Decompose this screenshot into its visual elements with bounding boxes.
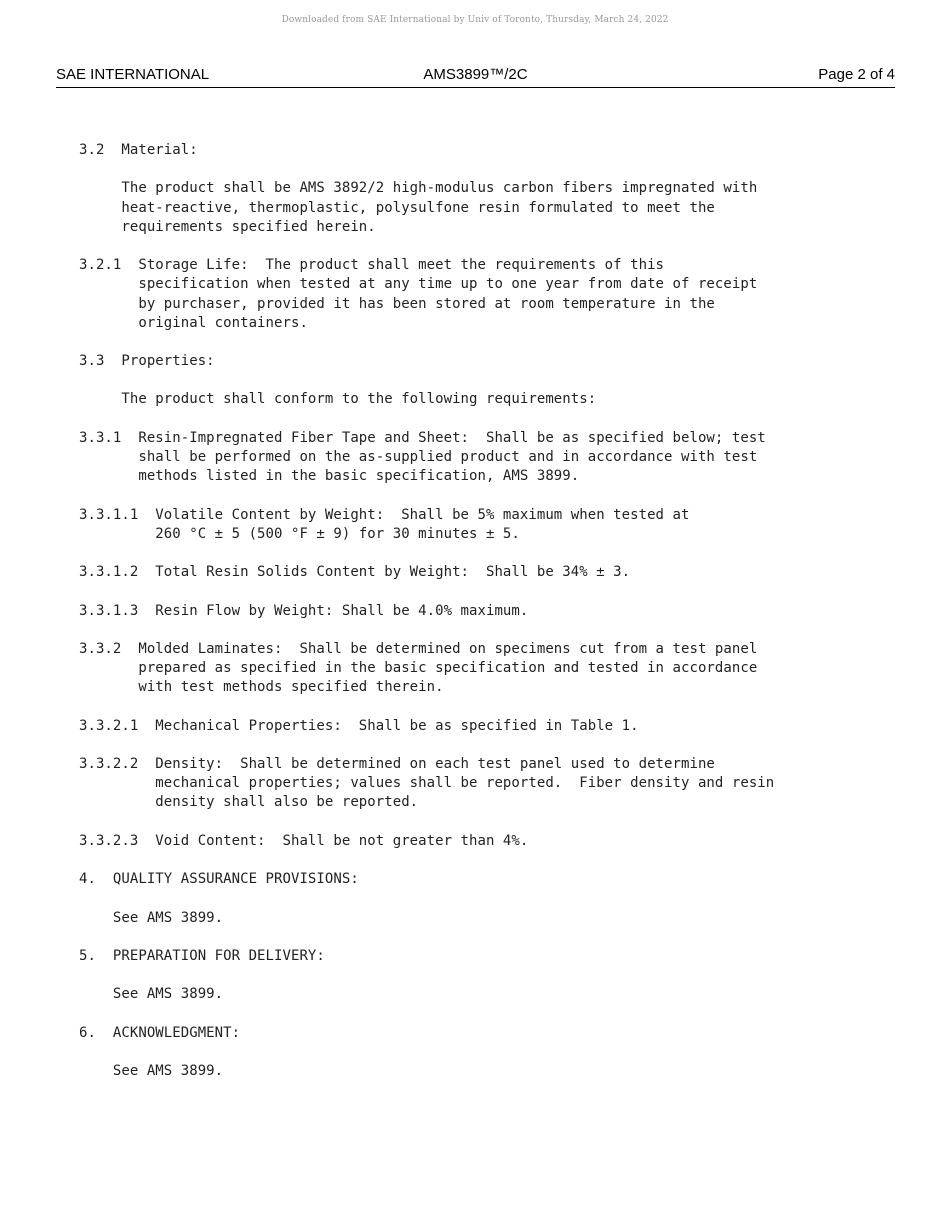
paragraph — [79, 390, 774, 409]
text-line: heat-reactive, thermoplastic, polysulfone resin formulated to meet the — [79, 199, 715, 216]
paragraph-spacer — [79, 582, 774, 601]
paragraph — [79, 832, 774, 851]
text-line: 5. PREPARATION FOR DELIVERY: — [79, 947, 325, 964]
paragraph-spacer — [79, 486, 774, 505]
text-line: See AMS 3899. — [79, 909, 224, 926]
paragraph-spacer — [79, 237, 774, 256]
text-line: The product shall be AMS 3892/2 high-modulus carbon fibers impregnated with — [79, 180, 758, 197]
text-line: 3.3.1.3 Resin Flow by Weight: Shall be 4.0% maximum. — [79, 602, 529, 619]
text-line: prepared as specified in the basic specification and tested in accordance — [79, 660, 758, 677]
paragraph-spacer — [79, 736, 774, 755]
paragraph-spacer — [79, 928, 774, 947]
text-line: requirements specified herein. — [79, 218, 376, 235]
paragraph — [79, 506, 774, 544]
text-line: methods listed in the basic specification, AMS 3899. — [79, 468, 580, 485]
text-line: by purchaser, provided it has been stored at room temperature in the — [79, 295, 715, 312]
page-header — [56, 66, 895, 88]
paragraph — [79, 563, 774, 582]
paragraph-spacer — [79, 333, 774, 352]
paragraph — [79, 985, 774, 1004]
paragraph — [79, 179, 774, 237]
text-line: 3.3.2.2 Density: Shall be determined on each test panel used to determine — [79, 756, 715, 772]
text-line: 3.2.1 Storage Life: The product shall meet the requirements of this — [79, 257, 665, 274]
text-line: 3.2 Material: — [79, 142, 198, 158]
text-line: specification when tested at any time up to one year from date of receipt — [79, 276, 758, 293]
paragraph — [79, 141, 774, 160]
text-line: original containers. — [79, 314, 308, 331]
text-line: 3.3.2 Molded Laminates: Shall be determined on specimens cut from a test panel — [79, 640, 758, 657]
paragraph — [79, 755, 774, 813]
paragraph-spacer — [79, 813, 774, 832]
text-line: shall be performed on the as-supplied product and in accordance with test — [79, 449, 758, 465]
text-line: density shall also be reported. — [79, 794, 419, 811]
paragraph — [79, 947, 774, 966]
text-line: 3.3.2.1 Mechanical Properties: Shall be as specified in Table 1. — [79, 717, 639, 734]
paragraph — [79, 256, 774, 333]
paragraph — [79, 352, 774, 371]
text-line: 3.3.2.3 Void Content: Shall be not greater than 4%. — [79, 832, 529, 849]
text-line: 3.3.1.1 Volatile Content by Weight: Shall be 5% maximum when tested at — [79, 506, 690, 523]
text-line: 3.3.1 Resin-Impregnated Fiber Tape and Sheet: Shall be as specified below; test — [79, 429, 766, 446]
download-watermark: Downloaded from SAE International by Univ of Toronto, Thursday, March 24, 2022 — [281, 15, 669, 25]
paragraph-spacer — [79, 160, 774, 179]
paragraph — [79, 640, 774, 698]
paragraph-spacer — [79, 851, 774, 870]
paragraph-spacer — [79, 966, 774, 985]
text-line: 260 °C ± 5 (500 °F ± 9) for 30 minutes ± 5. — [79, 525, 520, 542]
paragraph — [79, 909, 774, 928]
paragraph-spacer — [79, 410, 774, 429]
text-line: See AMS 3899. — [79, 986, 224, 1003]
paragraph-spacer — [79, 1043, 774, 1062]
paragraph — [79, 429, 774, 487]
text-line: 3.3.1.2 Total Resin Solids Content by Weight: Shall be 34% ± 3. — [79, 564, 631, 581]
paragraph — [79, 1062, 774, 1081]
paragraph — [79, 602, 774, 621]
paragraph — [79, 870, 774, 889]
text-line: 3.3 Properties: — [79, 353, 215, 370]
document-body — [79, 141, 774, 1081]
text-line: The product shall conform to the following requirements: — [79, 391, 597, 408]
text-line: 6. ACKNOWLEDGMENT: — [79, 1024, 241, 1041]
paragraph-spacer — [79, 544, 774, 563]
paragraph — [79, 1024, 774, 1043]
page-number: Page 2 of 4 — [818, 66, 895, 83]
paragraph-spacer — [79, 371, 774, 390]
text-line: See AMS 3899. — [79, 1063, 224, 1079]
publisher-name: SAE INTERNATIONAL — [56, 66, 210, 83]
text-line: with test methods specified therein. — [79, 679, 444, 696]
text-line: 4. QUALITY ASSURANCE PROVISIONS: — [79, 871, 359, 888]
paragraph-spacer — [79, 697, 774, 716]
paragraph-spacer — [79, 889, 774, 908]
paragraph-spacer — [79, 1004, 774, 1023]
document-number: AMS3899™/2C — [423, 66, 528, 83]
paragraph — [79, 717, 774, 736]
text-line: mechanical properties; values shall be reported. Fiber density and resin — [79, 775, 775, 792]
paragraph-spacer — [79, 621, 774, 640]
